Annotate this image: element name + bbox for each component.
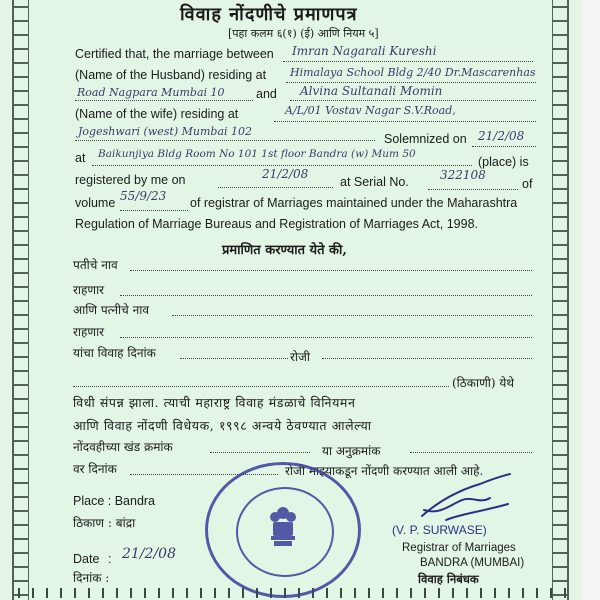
state-emblem-icon <box>268 505 298 549</box>
page-edge <box>582 0 600 600</box>
name-of-wife-label: (Name of the wife) residing at <box>75 107 239 121</box>
vivah-dinank-line <box>180 358 288 359</box>
husband-address-line-2 <box>75 100 253 101</box>
thikan-label: ठिकाण : बांद्रा <box>73 516 136 530</box>
thikani-label: (ठिकाणी) येथे <box>452 376 514 390</box>
solemnized-at-place: Baikunjiya Bldg Room No 101 1st floor Bandra (w) Mum 50 <box>98 148 416 160</box>
para-line-1: विधी संपन्न झाला. त्याची महाराष्ट्र विवाह मंडळाचे विनियमन <box>73 395 356 410</box>
date-value: 21/2/08 <box>122 546 176 562</box>
act-text: Regulation of Marriage Bureaus and Registration of Marriages Act, 1998. <box>75 217 479 231</box>
husband-address-2: Road Nagpara Mumbai 10 <box>77 86 225 99</box>
anukramank-label: या अनुक्रमांक <box>322 444 381 458</box>
of-label: of <box>522 177 533 191</box>
dinank-label: दिनांक : <box>73 571 110 585</box>
wife-address-2: Jogeshwari (west) Mumbai 102 <box>78 125 253 138</box>
nondani-keli-text: रोजी माझ्याकडून नोंदणी करण्यात आली आहे. <box>285 464 484 478</box>
anukramank-line <box>410 452 532 453</box>
roji-label: रोजी <box>290 350 311 364</box>
husband-name: Imran Nagarali Kureshi <box>292 44 437 58</box>
decorative-border-left <box>12 0 29 600</box>
place-value: Bandra <box>114 494 156 508</box>
certificate-subtitle: [पहा कलम ६(१) (ई) आणि नियम ५] <box>228 27 379 40</box>
registrar-office: BANDRA (MUMBAI) <box>420 557 525 569</box>
solemnized-on-date: 21/2/08 <box>478 129 525 143</box>
ani-patniche-nav-line <box>172 315 532 316</box>
solemnized-at-line <box>92 165 472 166</box>
and-label: and <box>256 87 277 101</box>
wife-address-line-2 <box>75 140 375 141</box>
patiche-nav-label: पतीचे नाव <box>73 258 118 272</box>
wife-name-line <box>290 100 536 101</box>
husband-name-line <box>283 61 533 62</box>
registrar-text: of registrar of Marriages maintained under the Maharashtra <box>190 196 518 210</box>
roji-line <box>322 358 532 359</box>
pramanit-heading: प्रमाणित करण्यात येते की, <box>222 243 347 258</box>
official-seal-stamp <box>205 462 361 598</box>
date-label: Date <box>73 552 100 566</box>
volume-label: volume <box>75 196 116 210</box>
certificate-title: विवाह नोंदणीचे प्रमाणपत्र <box>180 4 358 25</box>
registered-by-me-label: registered by me on <box>75 173 186 187</box>
husband-address-1: Himalaya School Bldg 2/40 Dr.Mascarenhas <box>290 66 536 79</box>
yancha-vivah-label: यांचा विवाह दिनांक <box>73 346 156 360</box>
place-label: Place : Bandra <box>73 494 156 508</box>
rahanar-line-2 <box>120 337 532 338</box>
registrar-signature <box>410 470 520 530</box>
wife-address-1: A/L/01 Vostav Nagar S.V.Road, <box>285 104 456 117</box>
decorative-border-right <box>552 0 569 600</box>
wife-address-line-1 <box>274 121 536 122</box>
rahanar-line-1 <box>120 295 532 296</box>
at-label: at <box>75 151 86 165</box>
husband-address-line-1 <box>286 82 536 83</box>
solemnized-on-line <box>472 146 536 147</box>
var-dinank-label: वर दिनांक <box>73 462 117 476</box>
name-of-husband-label: (Name of the Husband) residing at <box>75 68 267 82</box>
nondvahi-label: नोंदवहीच्या खंड क्रमांक <box>73 440 173 454</box>
thikan-value: बांद्रा <box>115 516 136 530</box>
rahanar-label-2: राहणार <box>73 325 105 339</box>
wife-name: Alvina Sultanali Momin <box>300 84 443 98</box>
solemnized-on-label: Solemnized on <box>384 132 467 146</box>
registered-on-date: 21/2/08 <box>262 167 309 181</box>
thikani-line <box>73 386 449 387</box>
para-line-2: आणि विवाह नोंदणी विधेयक, १९९८ अन्वये ठेवण्यात आलेल्या <box>73 418 372 433</box>
serial-no-label: at Serial No. <box>340 175 409 189</box>
serial-no-line <box>428 189 518 190</box>
ani-patniche-nav-label: आणि पत्नीचे नाव <box>73 303 150 317</box>
place-is-label: (place) is <box>478 155 529 169</box>
khand-line <box>210 452 310 453</box>
certified-that-label: Certified that, the marriage between <box>75 47 274 61</box>
serial-no-value: 322108 <box>440 168 486 182</box>
volume-value: 55/9/23 <box>120 189 167 203</box>
registrar-title-marathi: विवाह निबंधक <box>418 572 479 586</box>
registered-on-line <box>218 187 333 188</box>
patiche-nav-line <box>130 270 532 271</box>
volume-line <box>120 210 188 211</box>
date-colon: : <box>108 552 112 566</box>
registrar-name: (V. P. SURWASE) <box>392 523 487 537</box>
rahanar-label-1: राहणार <box>73 283 105 297</box>
registrar-title: Registrar of Marriages <box>402 542 516 554</box>
